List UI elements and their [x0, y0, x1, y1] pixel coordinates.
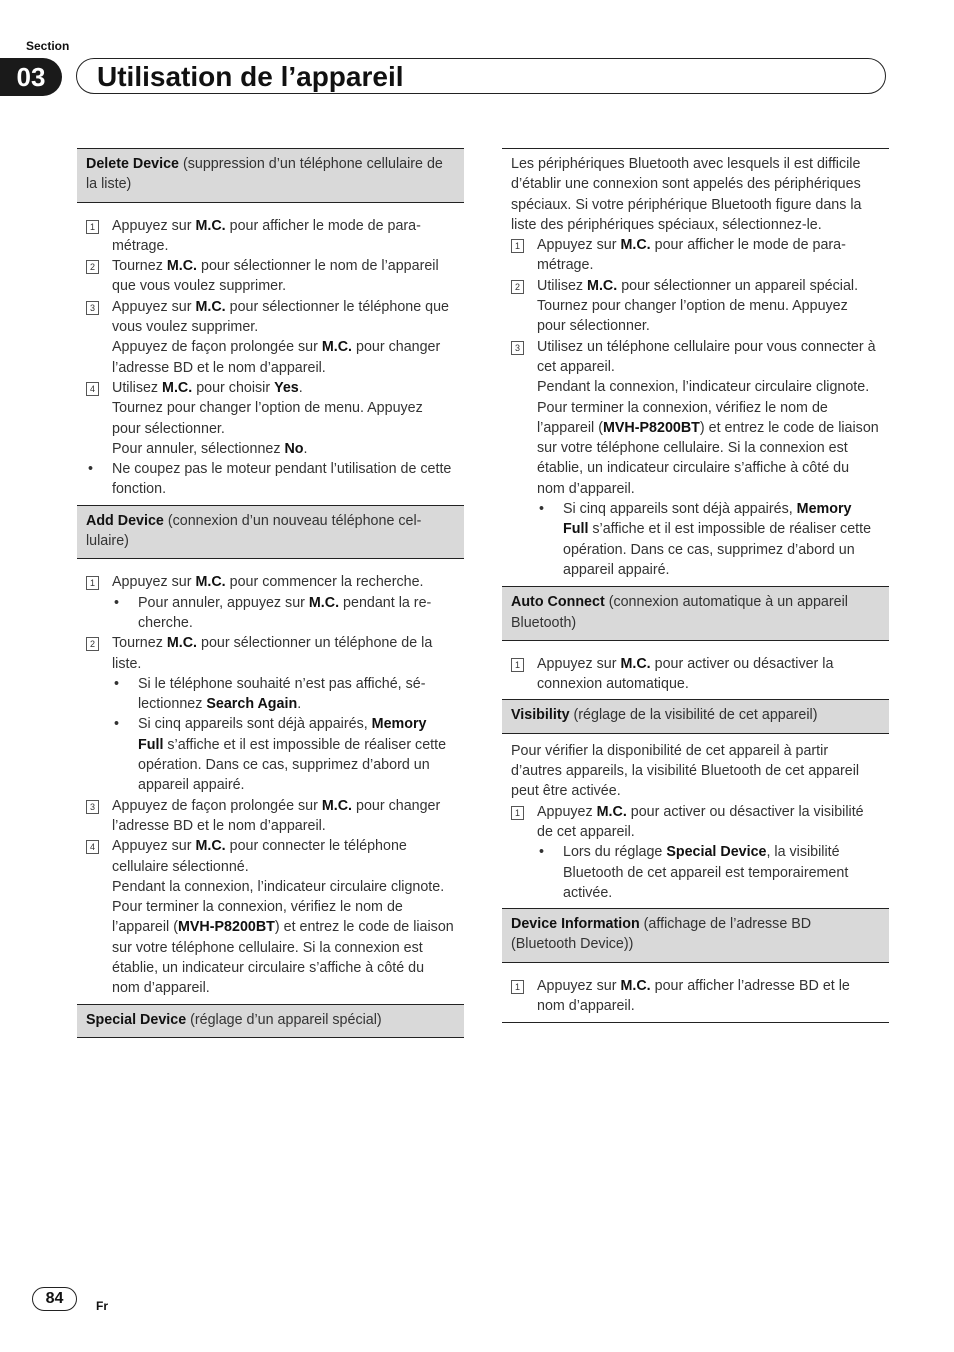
- step-1: 1 Appuyez sur M.C. pour commencer la recherche.: [86, 572, 455, 592]
- step-number-3: 3: [86, 301, 99, 315]
- step-number-2: 2: [511, 280, 524, 294]
- step-number-4: 4: [86, 382, 99, 396]
- step-number-3: 3: [86, 800, 99, 814]
- special-device-steps: [502, 149, 889, 586]
- step-3: 3 Appuyez de façon prolongée sur M.C. pour changer l’adresse BD et le nom d’appareil.: [86, 796, 455, 837]
- add-device-header: Add Device (connexion d’un nouveau téléphone cellulaire): [77, 505, 464, 560]
- special-device-header: Special Device (réglage d’un appareil spécial): [77, 1004, 464, 1038]
- bottom-rule: [502, 1022, 889, 1023]
- chapter-title: Utilisation de l’appareil: [97, 61, 404, 92]
- step-1: 1 Appuyez sur M.C. pour afficher l’adresse BD et le nom d’appareil.: [511, 976, 880, 1017]
- sub-bullet: • Si le téléphone souhaité n’est pas affiché, sélectionnez Search Again.: [86, 674, 455, 715]
- step-number-1: 1: [511, 806, 524, 820]
- step-number-1: 1: [511, 658, 524, 672]
- step-number-1: 1: [511, 980, 524, 994]
- step-number-1: 1: [86, 220, 99, 234]
- step-number-1: 1: [511, 239, 524, 253]
- step-1: 1 Appuyez sur M.C. pour activer ou désactiver la connexion automatique.: [511, 654, 880, 695]
- step-3: 3 Appuyez sur M.C. pour sélectionner le téléphone que vous voulez supprimer. Appuyez de façon prolongée sur M.C. pour changer l’adresse BD et le nom d’appareil.: [86, 297, 455, 378]
- page-number: 84: [32, 1287, 77, 1311]
- auto-connect-header: Auto Connect (connexion automatique à un appareil Bluetooth): [502, 586, 889, 641]
- step-number-2: 2: [86, 637, 99, 651]
- sub-bullet: • Pour annuler, appuyez sur M.C. pendant la recherche.: [86, 593, 455, 634]
- step-1: 1 Appuyez M.C. pour activer ou désactiver la visibilité de cet appareil.: [511, 802, 880, 843]
- sub-bullet: • Si cinq appareils sont déjà appairés, Memory Full s’affiche et il est impossible de réaliser cette opération. Dans ce cas, supprimez d’abord un appareil appairé.: [511, 499, 880, 580]
- step-3: 3 Utilisez un téléphone cellulaire pour vous connecter à cet appareil. Pendant la connexion, l’indicateur circulaire clignote. Pour terminer la connexion, vérifiez le nom de l’appareil (MVH-P8200BT) et entrez le code de liaison sur votre téléphone cellulaire. Si la connexion est établie, un indicateur circulaire s’affiche à côté du nom d’appareil.: [511, 337, 880, 499]
- delete-device-steps: [77, 203, 464, 505]
- step-number-3: 3: [511, 341, 524, 355]
- auto-connect-steps: [502, 641, 889, 700]
- step-1: 1 Appuyez sur M.C. pour afficher le mode de paramétrage.: [511, 235, 880, 276]
- step-4: 4 Appuyez sur M.C. pour connecter le téléphone cellulaire sélectionné. Pendant la connexion, l’indicateur circulaire clignote. Pour terminer la connexion, vérifiez le nom de l’appareil (MVH-P8200BT) et entrez le code de liaison sur votre téléphone cellulaire. Si la connexion est établie, un indicateur circulaire s’affiche à côté du nom d’appareil.: [86, 836, 455, 998]
- step-number-1: 1: [86, 576, 99, 590]
- step-1: 1 Appuyez sur M.C. pour afficher le mode de paramétrage.: [86, 216, 455, 257]
- note-bullet: • Ne coupez pas le moteur pendant l’utilisation de cette fonction.: [86, 459, 455, 500]
- add-device-steps: [77, 559, 464, 1003]
- device-information-steps: [502, 963, 889, 1023]
- sub-bullet: • Lors du réglage Special Device, la visibilité Bluetooth de cet appareil est temporairement activée.: [511, 842, 880, 903]
- step-2: 2 Tournez M.C. pour sélectionner le nom de l’appareil que vous voulez supprimer.: [86, 256, 455, 297]
- visibility-steps: [502, 734, 889, 908]
- sub-bullet: • Si cinq appareils sont déjà appairés, Memory Full s’affiche et il est impossible de réaliser cette opération. Dans ce cas, supprimez d’abord un appareil appairé.: [86, 714, 455, 795]
- intro-paragraph: Les périphériques Bluetooth avec lesquels il est difficile d’établir une connexion sont appelés des périphériques spéciaux. Si votre périphérique Bluetooth figure dans la liste des périphériques spéciaux, sélectionnez-le.: [511, 156, 862, 233]
- step-number-4: 4: [86, 840, 99, 854]
- section-label: Section: [26, 39, 70, 53]
- step-2: 2 Utilisez M.C. pour sélectionner un appareil spécial. Tournez pour changer l’option de menu. Appuyez pour sélectionner.: [511, 276, 880, 337]
- language-label: Fr: [96, 1299, 108, 1313]
- intro-paragraph: Pour vérifier la disponibilité de cet appareil à partir d’autres appareils, la visibilité Bluetooth de cet appareil peut être activée.: [511, 742, 860, 800]
- step-number-2: 2: [86, 260, 99, 274]
- step-2: 2 Tournez M.C. pour sélectionner un téléphone de la liste.: [86, 633, 455, 674]
- delete-device-header: Delete Device (suppression d’un téléphone cellulaire de la liste): [77, 148, 464, 203]
- section-number-badge: 03: [0, 58, 62, 96]
- device-information-header: Device Information (affichage de l’adresse BD (Bluetooth Device)): [502, 908, 889, 963]
- right-column: [502, 148, 889, 1023]
- visibility-header: Visibility (réglage de la visibilité de cet appareil): [502, 699, 889, 733]
- left-column: [77, 148, 464, 1038]
- step-4: 4 Utilisez M.C. pour choisir Yes. Tournez pour changer l’option de menu. Appuyez pour sélectionner. Pour annuler, sélectionnez No.: [86, 378, 455, 459]
- chapter-title-bar: [76, 58, 886, 94]
